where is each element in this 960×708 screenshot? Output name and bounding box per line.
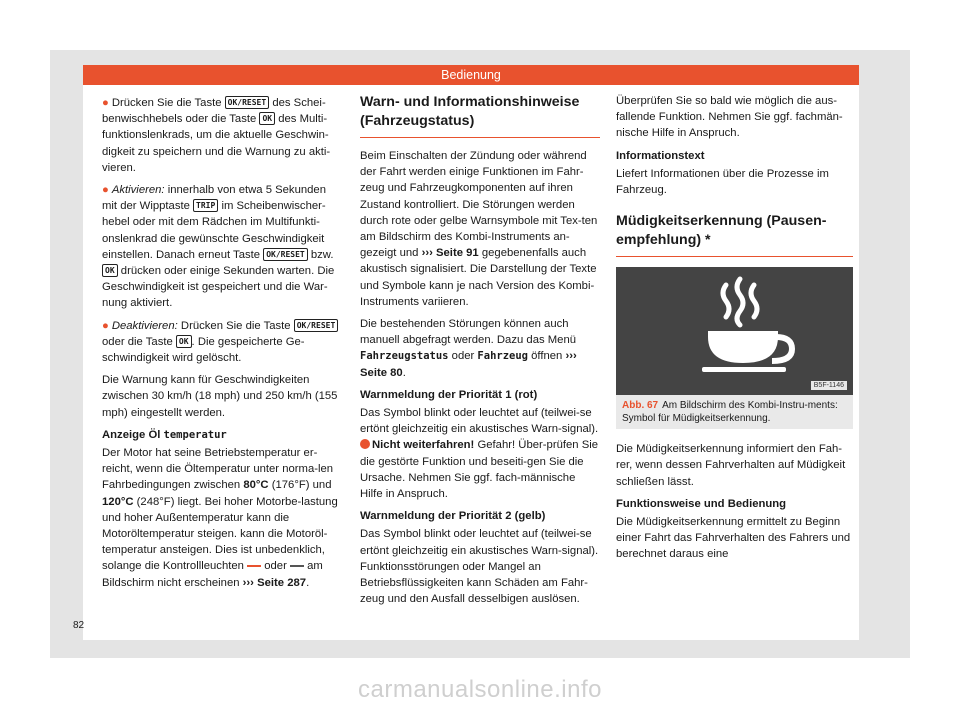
priority-1-text: Das Symbol blinkt oder leuchtet auf (teilwei-se ertönt gleichzeitig ein akustisches Warn-signal). Nicht weiterfahren! Gefahr! Über-prüfen Sie die gestörte Funktion und beseiti-gen Sie die Ursache. Nehmen Sie ggf. fach-männische Hilfe in Anspruch. [360,407,599,501]
bullet-activate: ● Aktivieren: innerhalb von etwa 5 Sekunden mit der Wipptaste TRIP im Scheibenwischer-hebel oder mit dem Rädchen im Multifunkti-onslenkrad die gewünschte Geschwindigkeit einstellen. Danach erneut Taste OK/RESET bzw. OK drücken oder einige Sekunden warten. Die Geschwindigkeit ist gespeichert und die War-nung aktiviert. [102,184,335,310]
oil-temperature-heading: Anzeige Öl temperatur [102,428,227,441]
manual-page [83,65,859,640]
manual-query-text: Die bestehenden Störungen können auch manuell abgefragt werden. Dazu das Menü Fahrzeugstatus oder Fahrzeug öffnen ››› Seite 80. [360,318,577,379]
priority-2-heading: Warnmeldung der Priorität 2 (gelb) [360,510,546,523]
ok-reset-key: OK/RESET [294,319,339,332]
function-text: Die Müdigkeitserkennung ermittelt zu Beginn einer Fahrt das Fahrverhalten des Fahrers und berechnet daraus eine [616,516,851,561]
coffee-cup-icon [616,267,853,395]
warning-range-text: Die Warnung kann für Geschwindigkeiten zwischen 30 km/h (18 mph) und 250 km/h (155 mph) eingestellt werden. [102,374,338,419]
fatigue-intro-text: Die Müdigkeitserkennung informiert den Fah-rer, wenn dessen Fahrverhalten auf Müdigkeit schließen lässt. [616,443,846,488]
page-reference-link[interactable]: ››› Seite 80 [360,350,577,379]
page-reference-link[interactable]: ››› Seite 91 [421,247,479,260]
priority-2-text: Das Symbol blinkt oder leuchtet auf (teilwei-se ertönt gleichzeitig ein akustisches Warn-signal). Funktionsstörungen oder Mangel an Betriebsflüssigkeiten kann Schäden am Fahr-zeug und den Ausfall desselbigen auslösen. [360,528,599,606]
fatigue-detection-heading: Müdigkeitserkennung (Pausen-empfehlung) * [616,212,853,257]
column-middle [360,93,600,613]
page-number: 82 [73,620,85,631]
bullet-icon: ● [102,319,109,332]
ok-reset-key: OK/RESET [263,248,308,261]
priority-1-heading: Warnmeldung der Priorität 1 (rot) [360,388,538,401]
page-reference-link[interactable]: ››› Seite 287 [242,576,307,589]
function-heading: Funktionsweise und Bedienung [616,497,787,510]
stop-warning-icon [360,439,370,449]
bullet-deactivate: ● Deaktivieren: Drücken Sie die Taste OK/RESET oder die Taste OK . Die gespeicherte Ge-schwindigkeit wird gelöscht. [102,318,340,367]
column-left [102,95,340,597]
figure-code: B5F-1146 [811,381,847,390]
watermark: carmanualsonline.info [358,676,602,703]
bullet-icon: ● [102,97,109,109]
status-intro-text: Beim Einschalten der Zündung oder während der Fahrt werden einige Funktionen im Fahr-zeug und Fahrzeugkomponenten auf ihren Zustand kontrolliert. Die Störungen werden durch rote oder gelbe Warnsymbole mit Tex-ten am Bildschirm des Kombi-Instruments an-gezeigt und ››› Seite 91 gegebenenfalls auch akustisch signalisiert. Die Darstellung der Texte und Symbole kann je nach Version des Kombi-Instruments variieren. [360,150,598,308]
figure-caption: Abb. 67 Am Bildschirm des Kombi-Instru-ments: Symbol für Müdigkeitserkennung. [616,395,853,429]
ok-key: OK [176,335,192,348]
ok-reset-key: OK/RESET [225,96,270,109]
info-text: Liefert Informationen über die Prozesse im Fahrzeug. [616,167,829,197]
section-header: Bedienung [83,65,859,85]
oil-temperature-text: Der Motor hat seine Betriebstemperatur er-reicht, wenn die Öltemperatur unter norma-len Fahrbedingungen zwischen 80°C (176°F) und 120°C (248°F) liegt. Bei hoher Motorbe-lastung und hoher Außentemperatur kann die Motoröltemperatur steigen. kann die Motoröl-temperatur ansteigen. Dies ist unbedenklich, solange die Kontrollleuchten oder am Bildschirm nicht erscheinen ››› Seite 287. [102,447,338,589]
column-right [616,93,853,569]
warning-messages-heading: Warn- und Informationshinweise (Fahrzeugstatus) [360,93,600,138]
info-text-heading: Informationstext [616,149,705,162]
ok-key: OK [102,264,118,277]
check-function-text: Überprüfen Sie so bald wie möglich die aus-fallende Funktion. Nehmen Sie ggf. fachmän-nische Hilfe in Anspruch. [616,95,843,140]
bullet-save-speed: ● Drücken Sie die Taste OK/RESET des Schei-benwischhebels oder die Taste OK des Multi-funktionslenkrads, um die aktuelle Geschwin-digkeit zu speichern und die Warnung zu akti-vieren. [102,97,331,174]
oil-warning-light-icon [247,559,261,567]
oil-level-light-icon [290,559,304,567]
fatigue-symbol-figure [616,267,853,395]
bullet-icon: ● [102,184,109,197]
ok-key: OK [259,112,275,125]
trip-key: TRIP [193,199,218,212]
